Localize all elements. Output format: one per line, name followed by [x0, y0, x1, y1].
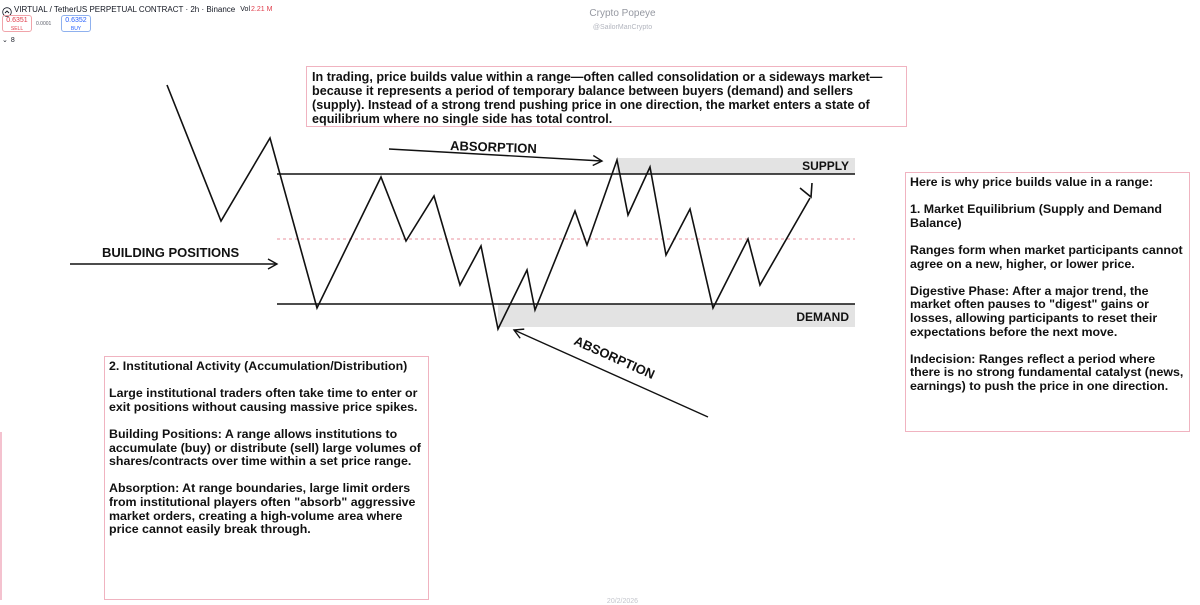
sell-label: SELL: [10, 26, 24, 32]
demand-label: DEMAND: [796, 310, 849, 324]
sell-price: 0.6351: [6, 17, 28, 24]
reasons-para-3: Indecision: Ranges reflect a period where there is no strong fundamental catalyst (news, earnings) to push the price in one direction.: [910, 351, 1184, 393]
range-reasons-note[interactable]: [905, 172, 1190, 432]
absorption-bottom-label: ABSORPTION: [571, 333, 658, 382]
watermark-handle: @SailorManCrypto: [592, 24, 653, 31]
watermark-name: Crypto Popeye: [589, 8, 656, 19]
symbol-title[interactable]: VIRTUAL / TetherUS PERPETUAL CONTRACT · 2h · Binance: [14, 4, 236, 14]
chevron-down-icon: ⌄: [2, 37, 8, 44]
absorption-top-label: ABSORPTION: [449, 138, 538, 157]
supply-label: SUPPLY: [802, 159, 849, 173]
indicator-count: 8: [10, 36, 15, 44]
institutional-para-2: Building Positions: A range allows institutions to accumulate (buy) or distribute (sell) large volumes of shares/contracts over time within a set price range.: [109, 426, 421, 469]
reasons-para-1: Ranges form when market participants cannot agree on a new, higher, or lower price.: [910, 242, 1183, 271]
building-positions-label: BUILDING POSITIONS: [102, 245, 240, 260]
volume-value: 2.21 M: [251, 5, 273, 13]
intro-note[interactable]: [306, 66, 907, 127]
breakout-arrow[interactable]: [800, 183, 812, 197]
reasons-heading: 1. Market Equilibrium (Supply and Demand Balance): [910, 202, 1162, 230]
institutional-para-3: Absorption: At range boundaries, large limit orders from institutional players often "absorb" aggressive market orders, creating a high-volume area where price cannot easily break through.: [109, 481, 416, 537]
reasons-intro: Here is why price builds value in a range:: [910, 175, 1154, 189]
volume-label: Vol: [240, 5, 250, 13]
watermark-date: 20/2/2026: [606, 598, 639, 605]
buy-price: 0.6352: [65, 17, 87, 24]
buy-label: BUY: [70, 26, 82, 32]
institutional-para-1: Large institutional traders often take time to enter or exit positions without causing massive price spikes.: [109, 386, 418, 414]
intro-text: In trading, price builds value within a range—often called consolidation or a sideways market—because it represents a period of temporary balance between buyers (demand) and sellers (supply). Instead of a strong trend pushing price in one direction, the market enters a state of equilibrium where no single side has total control.: [312, 70, 883, 126]
spread-value: 0.0001: [36, 21, 52, 27]
institutional-activity-note[interactable]: [104, 356, 429, 600]
reasons-para-2: Digestive Phase: After a major trend, the market often pauses to "digest" gains or losses, allowing participants to reset their expectations before the next move.: [910, 283, 1158, 339]
absorption-bottom-arrow[interactable]: [514, 330, 708, 417]
institutional-heading: 2. Institutional Activity (Accumulation/Distribution): [109, 359, 408, 373]
